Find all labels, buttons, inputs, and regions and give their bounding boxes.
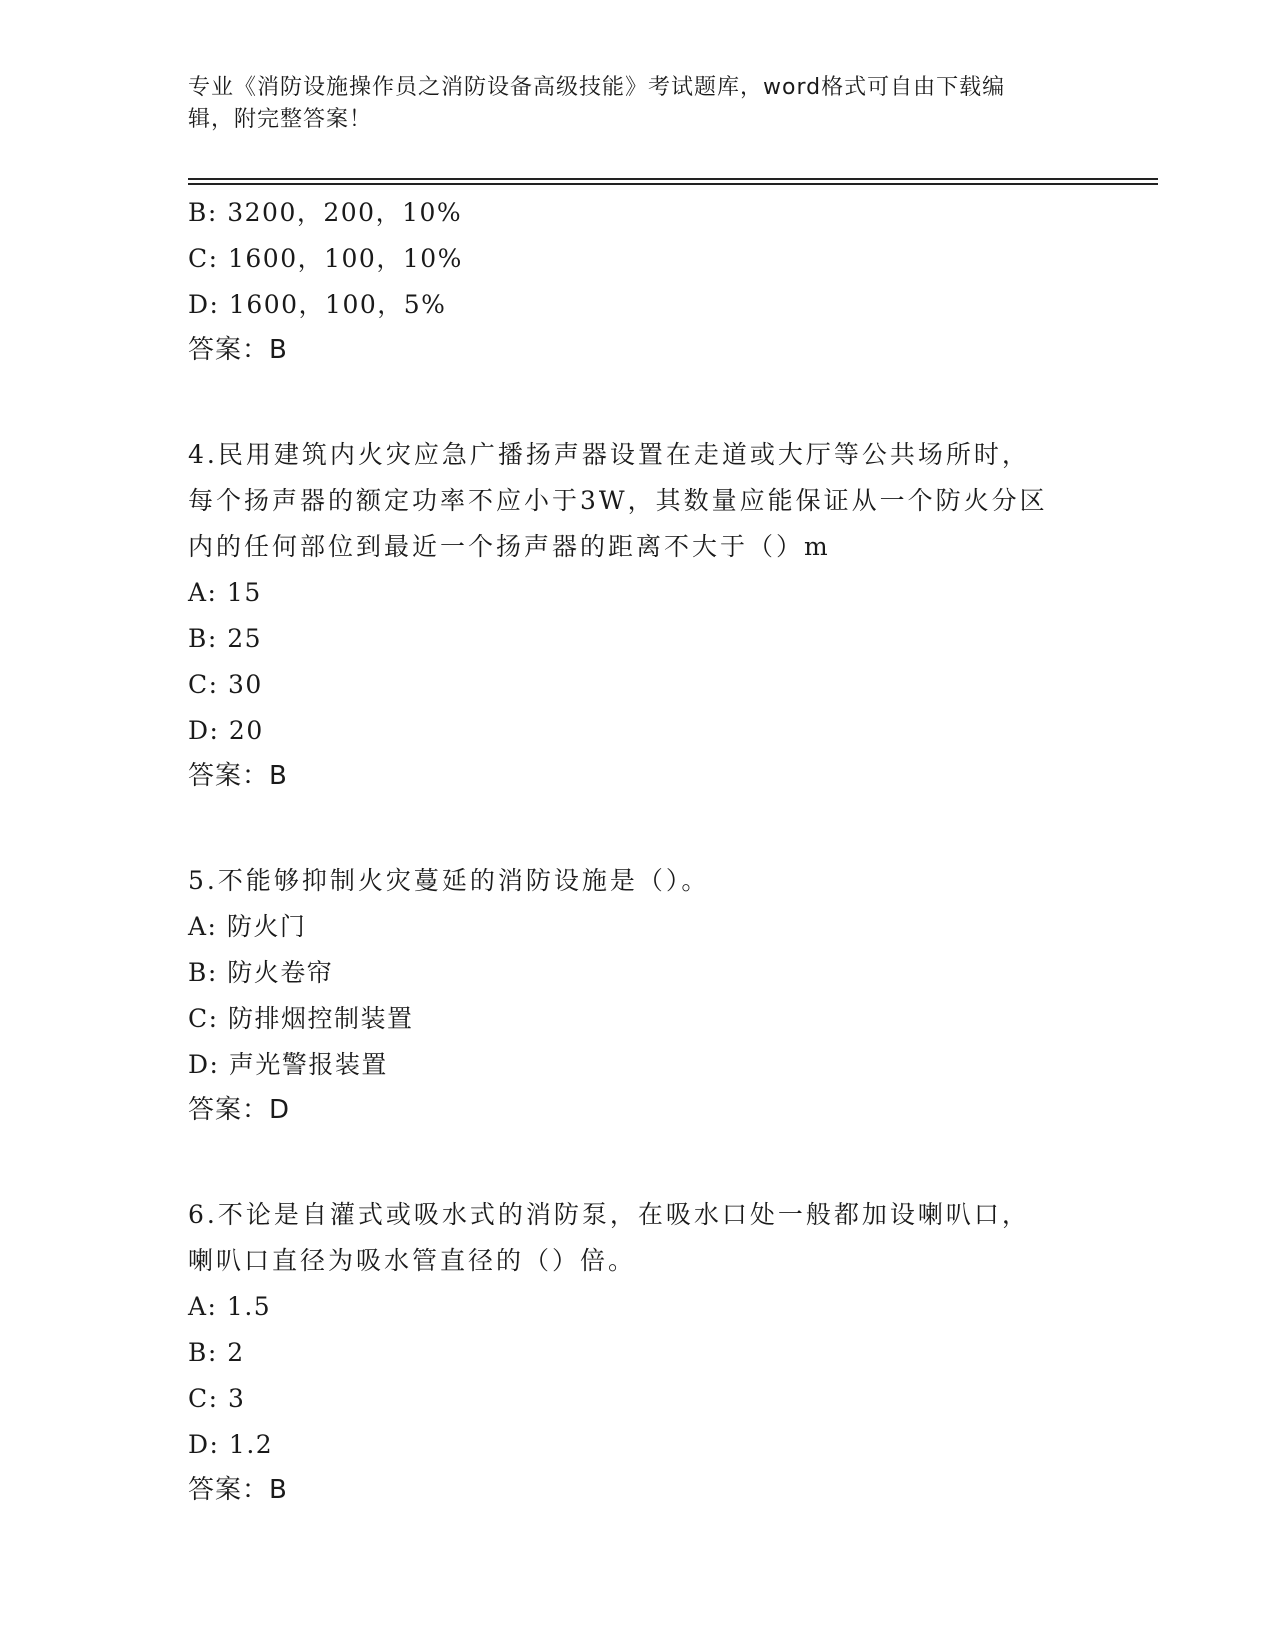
option-b: B: 3200，200，10% [188,198,463,227]
question-text-line: 每个扬声器的额定功率不应小于3W，其数量应能保证从一个防火分区 [188,486,1048,515]
option-a: A: 1.5 [188,1292,272,1321]
answer: 答案：B [188,1475,288,1505]
question-3-tail [188,190,1088,372]
option-c: C: 3 [188,1384,246,1413]
question-4 [188,432,1088,798]
option-c: C: 30 [188,670,263,699]
question-list [188,190,1088,1512]
option-a: A: 15 [188,578,262,607]
question-text-line: 4.民用建筑内火灾应急广播扬声器设置在走道或大厅等公共场所时， [188,440,1030,469]
document-header [188,72,1068,136]
option-d: D: 声光警报装置 [188,1050,388,1079]
header-line-1: 专业《消防设施操作员之消防设备高级技能》考试题库，word格式可自由下载编 [188,75,1006,100]
answer: 答案：B [188,761,288,791]
option-c: C: 防排烟控制装置 [188,1004,414,1033]
question-6 [188,1192,1088,1512]
option-b: B: 25 [188,624,263,653]
question-5 [188,858,1088,1132]
answer: 答案：D [188,1095,291,1125]
option-b: B: 2 [188,1338,245,1367]
header-divider-top [188,178,1158,180]
option-a: A: 防火门 [188,912,307,941]
option-c: C: 1600，100，10% [188,244,463,273]
option-d: D: 1.2 [188,1430,274,1459]
question-text-line: 喇叭口直径为吸水管直径的（）倍。 [188,1246,637,1275]
answer: 答案：B [188,335,288,365]
header-divider-bottom [188,183,1158,185]
question-text-line: 6.不论是自灌式或吸水式的消防泵，在吸水口处一般都加设喇叭口， [188,1200,1030,1229]
option-d: D: 20 [188,716,264,745]
option-b: B: 防火卷帘 [188,958,334,987]
question-text-line: 5.不能够抑制火灾蔓延的消防设施是（）。 [188,866,710,895]
option-d: D: 1600，100，5% [188,290,447,319]
question-text-line: 内的任何部位到最近一个扬声器的距离不大于（）m [188,532,831,561]
header-line-2: 辑，附完整答案！ [188,107,373,132]
